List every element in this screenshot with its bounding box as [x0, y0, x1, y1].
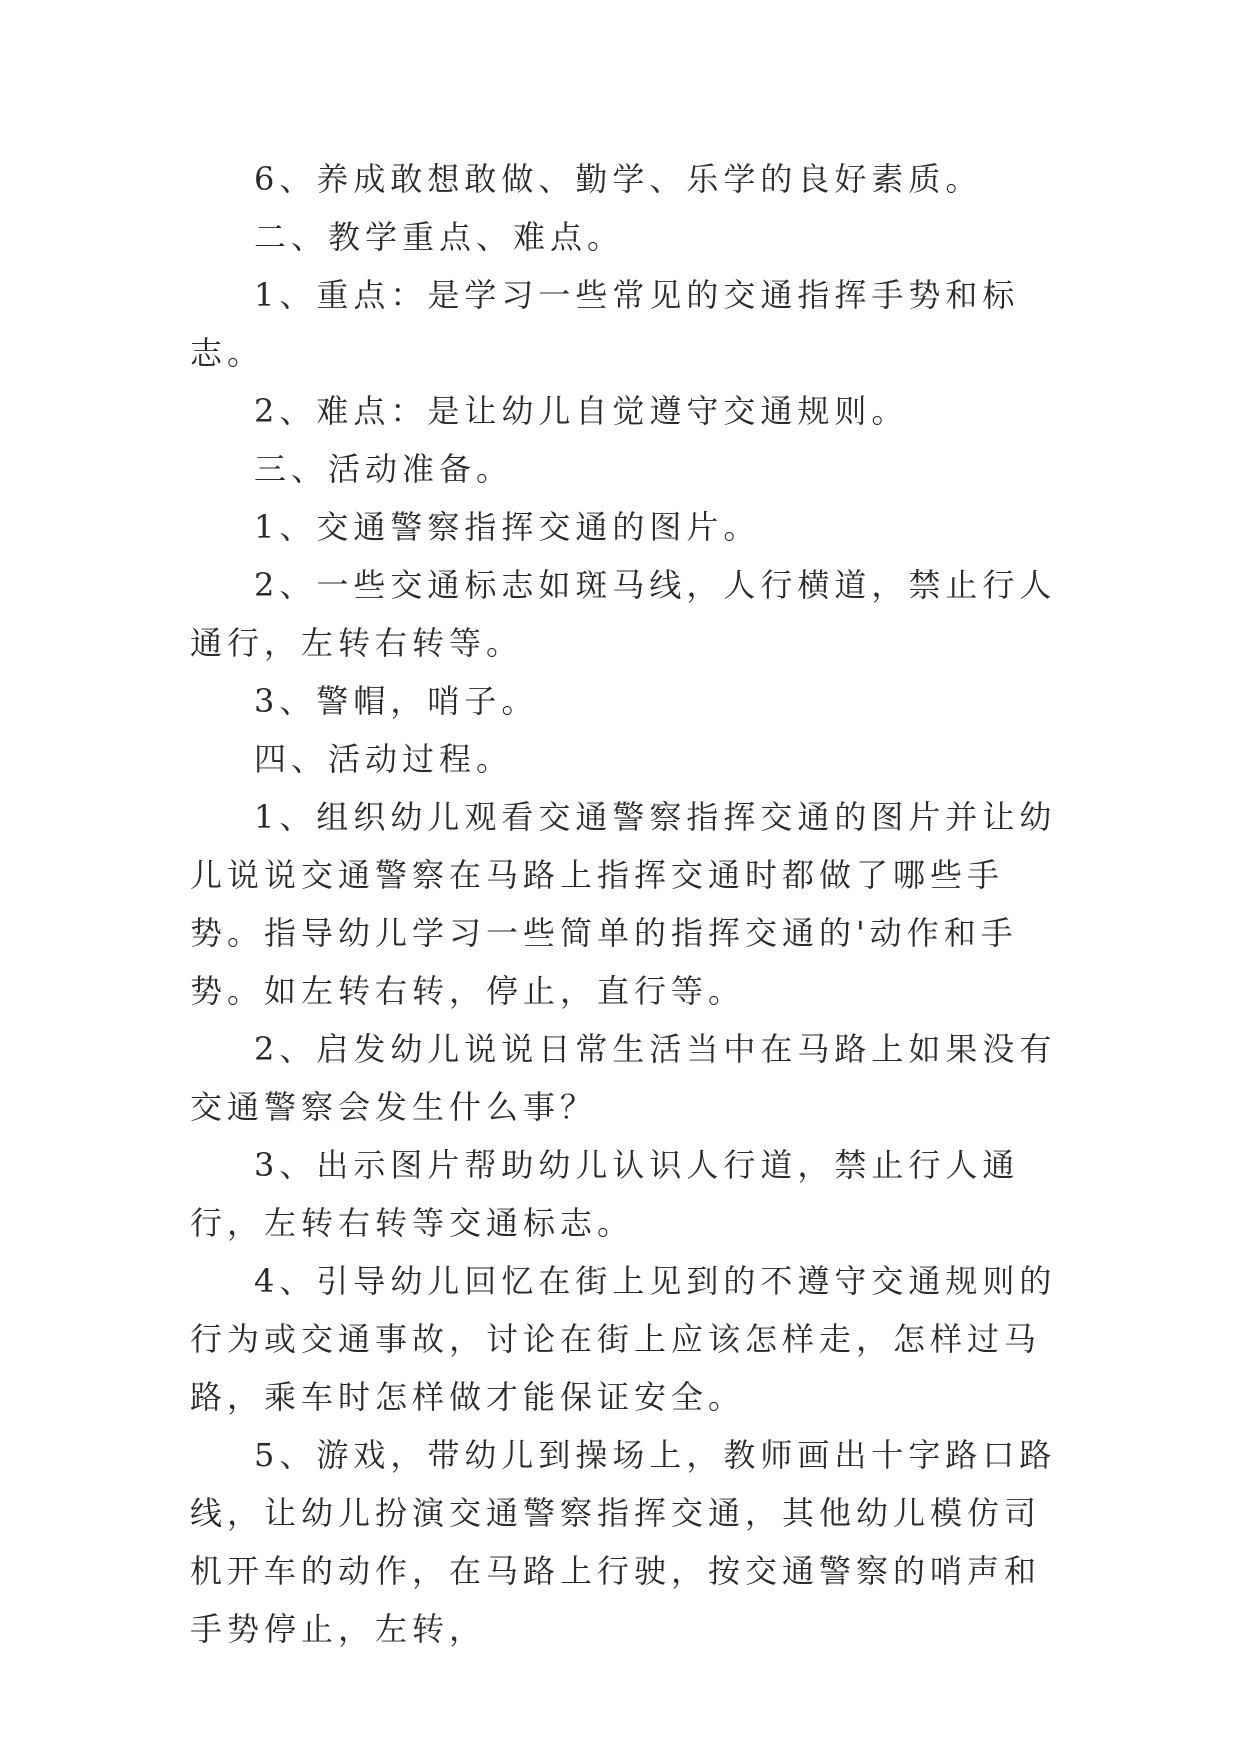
paragraph-process-5: 5、游戏，带幼儿到操场上，教师画出十字路口路线，让幼儿扮演交通警察指挥交通，其他幼儿模仿司机开车的动作，在马路上行驶，按交通警察的哨声和手势停止，左转，: [190, 1436, 1057, 1648]
paragraph-process-2: 2、启发幼儿说说日常生活当中在马路上如果没有交通警察会发生什么事？: [190, 1030, 1057, 1126]
paragraph-process-1: 1、组织幼儿观看交通警察指挥交通的图片并让幼儿说说交通警察在马路上指挥交通时都做了哪些手势。指导幼儿学习一些简单的指挥交通的'动作和手势。如左转右转，停止，直行等。: [190, 798, 1057, 1010]
paragraph-prep-3: 3、警帽，哨子。: [254, 682, 539, 720]
document-body: [190, 150, 1060, 1658]
paragraph-process-3: 3、出示图片帮助幼儿认识人行道，禁止行人通行，左转右转等交通标志。: [190, 1146, 1020, 1242]
paragraph-prep-2: 2、一些交通标志如斑马线，人行横道，禁止行人通行，左转右转等。: [190, 566, 1057, 662]
paragraph-key-point: 1、重点：是学习一些常见的交通指挥手势和标志。: [190, 276, 1020, 372]
paragraph-prep-1: 1、交通警察指挥交通的图片。: [254, 508, 761, 546]
section-heading-process: 四、活动过程。: [254, 740, 514, 778]
section-heading-preparation: 三、活动准备。: [254, 450, 514, 488]
paragraph-difficulty: 2、难点：是让幼儿自觉遵守交通规则。: [254, 392, 909, 430]
paragraph-process-4: 4、引导幼儿回忆在街上见到的不遵守交通规则的行为或交通事故，讨论在街上应该怎样走，怎样过马路，乘车时怎样做才能保证安全。: [190, 1262, 1057, 1416]
section-heading-key-points: 二、教学重点、难点。: [254, 218, 625, 256]
paragraph-goal-6: 6、养成敢想敢做、勤学、乐学的良好素质。: [254, 160, 983, 198]
